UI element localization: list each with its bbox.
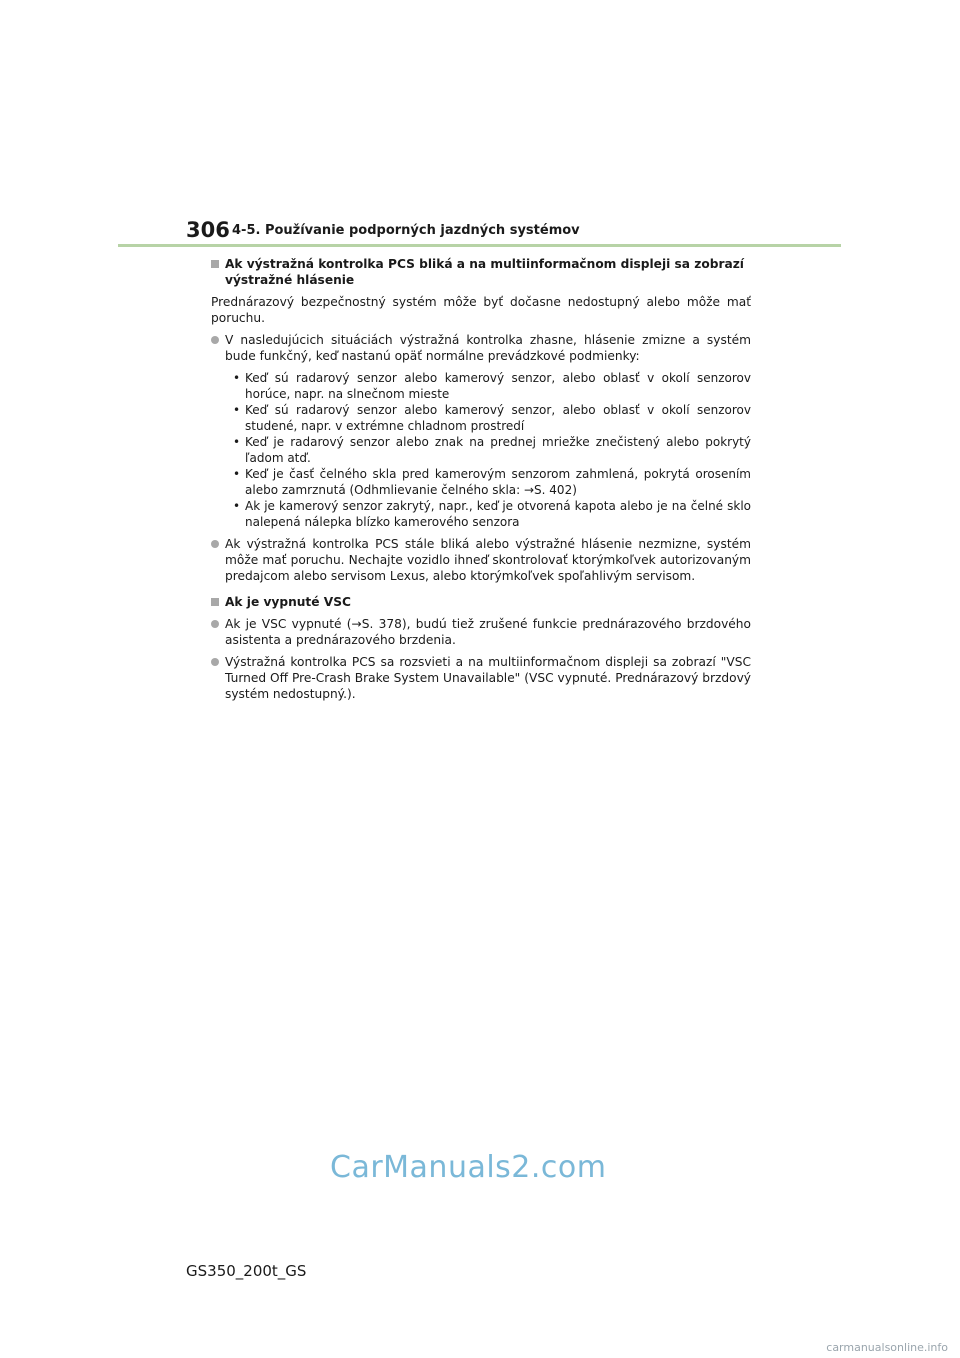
sub-item [211, 466, 751, 498]
dot-marker-icon: • [233, 467, 241, 481]
section-paragraph: Prednárazový bezpečnostný systém môže byť dočasne nedostupný alebo môže mať poruchu. [211, 295, 751, 325]
bullet-text: Výstražná kontrolka PCS sa rozsvieti a na multiinformačnom displeji sa zobrazí "VSC Turned Off Pre-Crash Brake System Unavailable" (VSC vypnuté. Prednárazový brzdový systém nedostupný.). [225, 655, 751, 701]
circle-bullet-icon [211, 620, 219, 628]
section-vsc-off [211, 594, 751, 702]
section-heading [211, 256, 751, 288]
dot-marker-icon: • [233, 499, 241, 513]
square-bullet-icon [211, 260, 219, 268]
sub-item [211, 402, 751, 434]
section-heading-text: Ak výstražná kontrolka PCS bliká a na multiinformačnom displeji sa zobrazí výstražné hlásenie [225, 257, 744, 287]
circle-bullet-icon [211, 540, 219, 548]
circle-bullet-icon [211, 658, 219, 666]
dot-marker-icon: • [233, 371, 241, 385]
sub-item-text: Keď sú radarový senzor alebo kamerový senzor, alebo oblasť v okolí senzorov horúce, napr. na slnečnom mieste [245, 371, 751, 401]
section-heading-text: Ak je vypnuté VSC [225, 595, 351, 609]
bullet-item [211, 616, 751, 648]
footer-site: carmanualsonline.info [826, 1341, 948, 1354]
sub-item [211, 434, 751, 466]
page-content [211, 256, 751, 708]
section-title: 4-5. Používanie podporných jazdných systémov [232, 223, 580, 238]
sub-item [211, 370, 751, 402]
page-number: 306 [186, 218, 230, 242]
footer-model-code: GS350_200t_GS [186, 1262, 307, 1280]
sub-list [211, 370, 751, 530]
bullet-item [211, 332, 751, 364]
watermark: CarManuals2.com [330, 1150, 607, 1185]
sub-item-text: Keď je radarový senzor alebo znak na prednej mriežke znečistený alebo pokrytý ľadom atď. [245, 435, 751, 465]
circle-bullet-icon [211, 336, 219, 344]
header-rule [118, 244, 841, 247]
bullet-text: Ak výstražná kontrolka PCS stále bliká alebo výstražné hlásenie nezmizne, systém môže mať poruchu. Nechajte vozidlo ihneď skontrolovať ktorýmkoľvek autorizovaným predajcom alebo servisom Lexus, alebo ktorýmkoľvek spoľahlivým servisom. [225, 537, 751, 583]
sub-item [211, 498, 751, 530]
sub-item-text: Keď je časť čelného skla pred kamerovým senzorom zahmlená, pokrytá orosením alebo zamrznutá (Odhmlievanie čelného skla: →S. 402) [245, 467, 751, 497]
sub-item-text: Ak je kamerový senzor zakrytý, napr., keď je otvorená kapota alebo je na čelné sklo nalepená nálepka blízko kamerového senzora [245, 499, 751, 529]
section-pcs-warning [211, 256, 751, 584]
bullet-text: V nasledujúcich situáciách výstražná kontrolka zhasne, hlásenie zmizne a systém bude funkčný, keď nastanú opäť normálne prevádzkové podmienky: [225, 333, 751, 363]
bullet-text: Ak je VSC vypnuté (→S. 378), budú tiež zrušené funkcie prednárazového brzdového asistenta a prednárazového brzdenia. [225, 617, 751, 647]
dot-marker-icon: • [233, 435, 241, 449]
bullet-item [211, 654, 751, 702]
square-bullet-icon [211, 598, 219, 606]
bullet-item [211, 536, 751, 584]
sub-item-text: Keď sú radarový senzor alebo kamerový senzor, alebo oblasť v okolí senzorov studené, napr. v extrémne chladnom prostredí [245, 403, 751, 433]
dot-marker-icon: • [233, 403, 241, 417]
section-heading [211, 594, 751, 610]
